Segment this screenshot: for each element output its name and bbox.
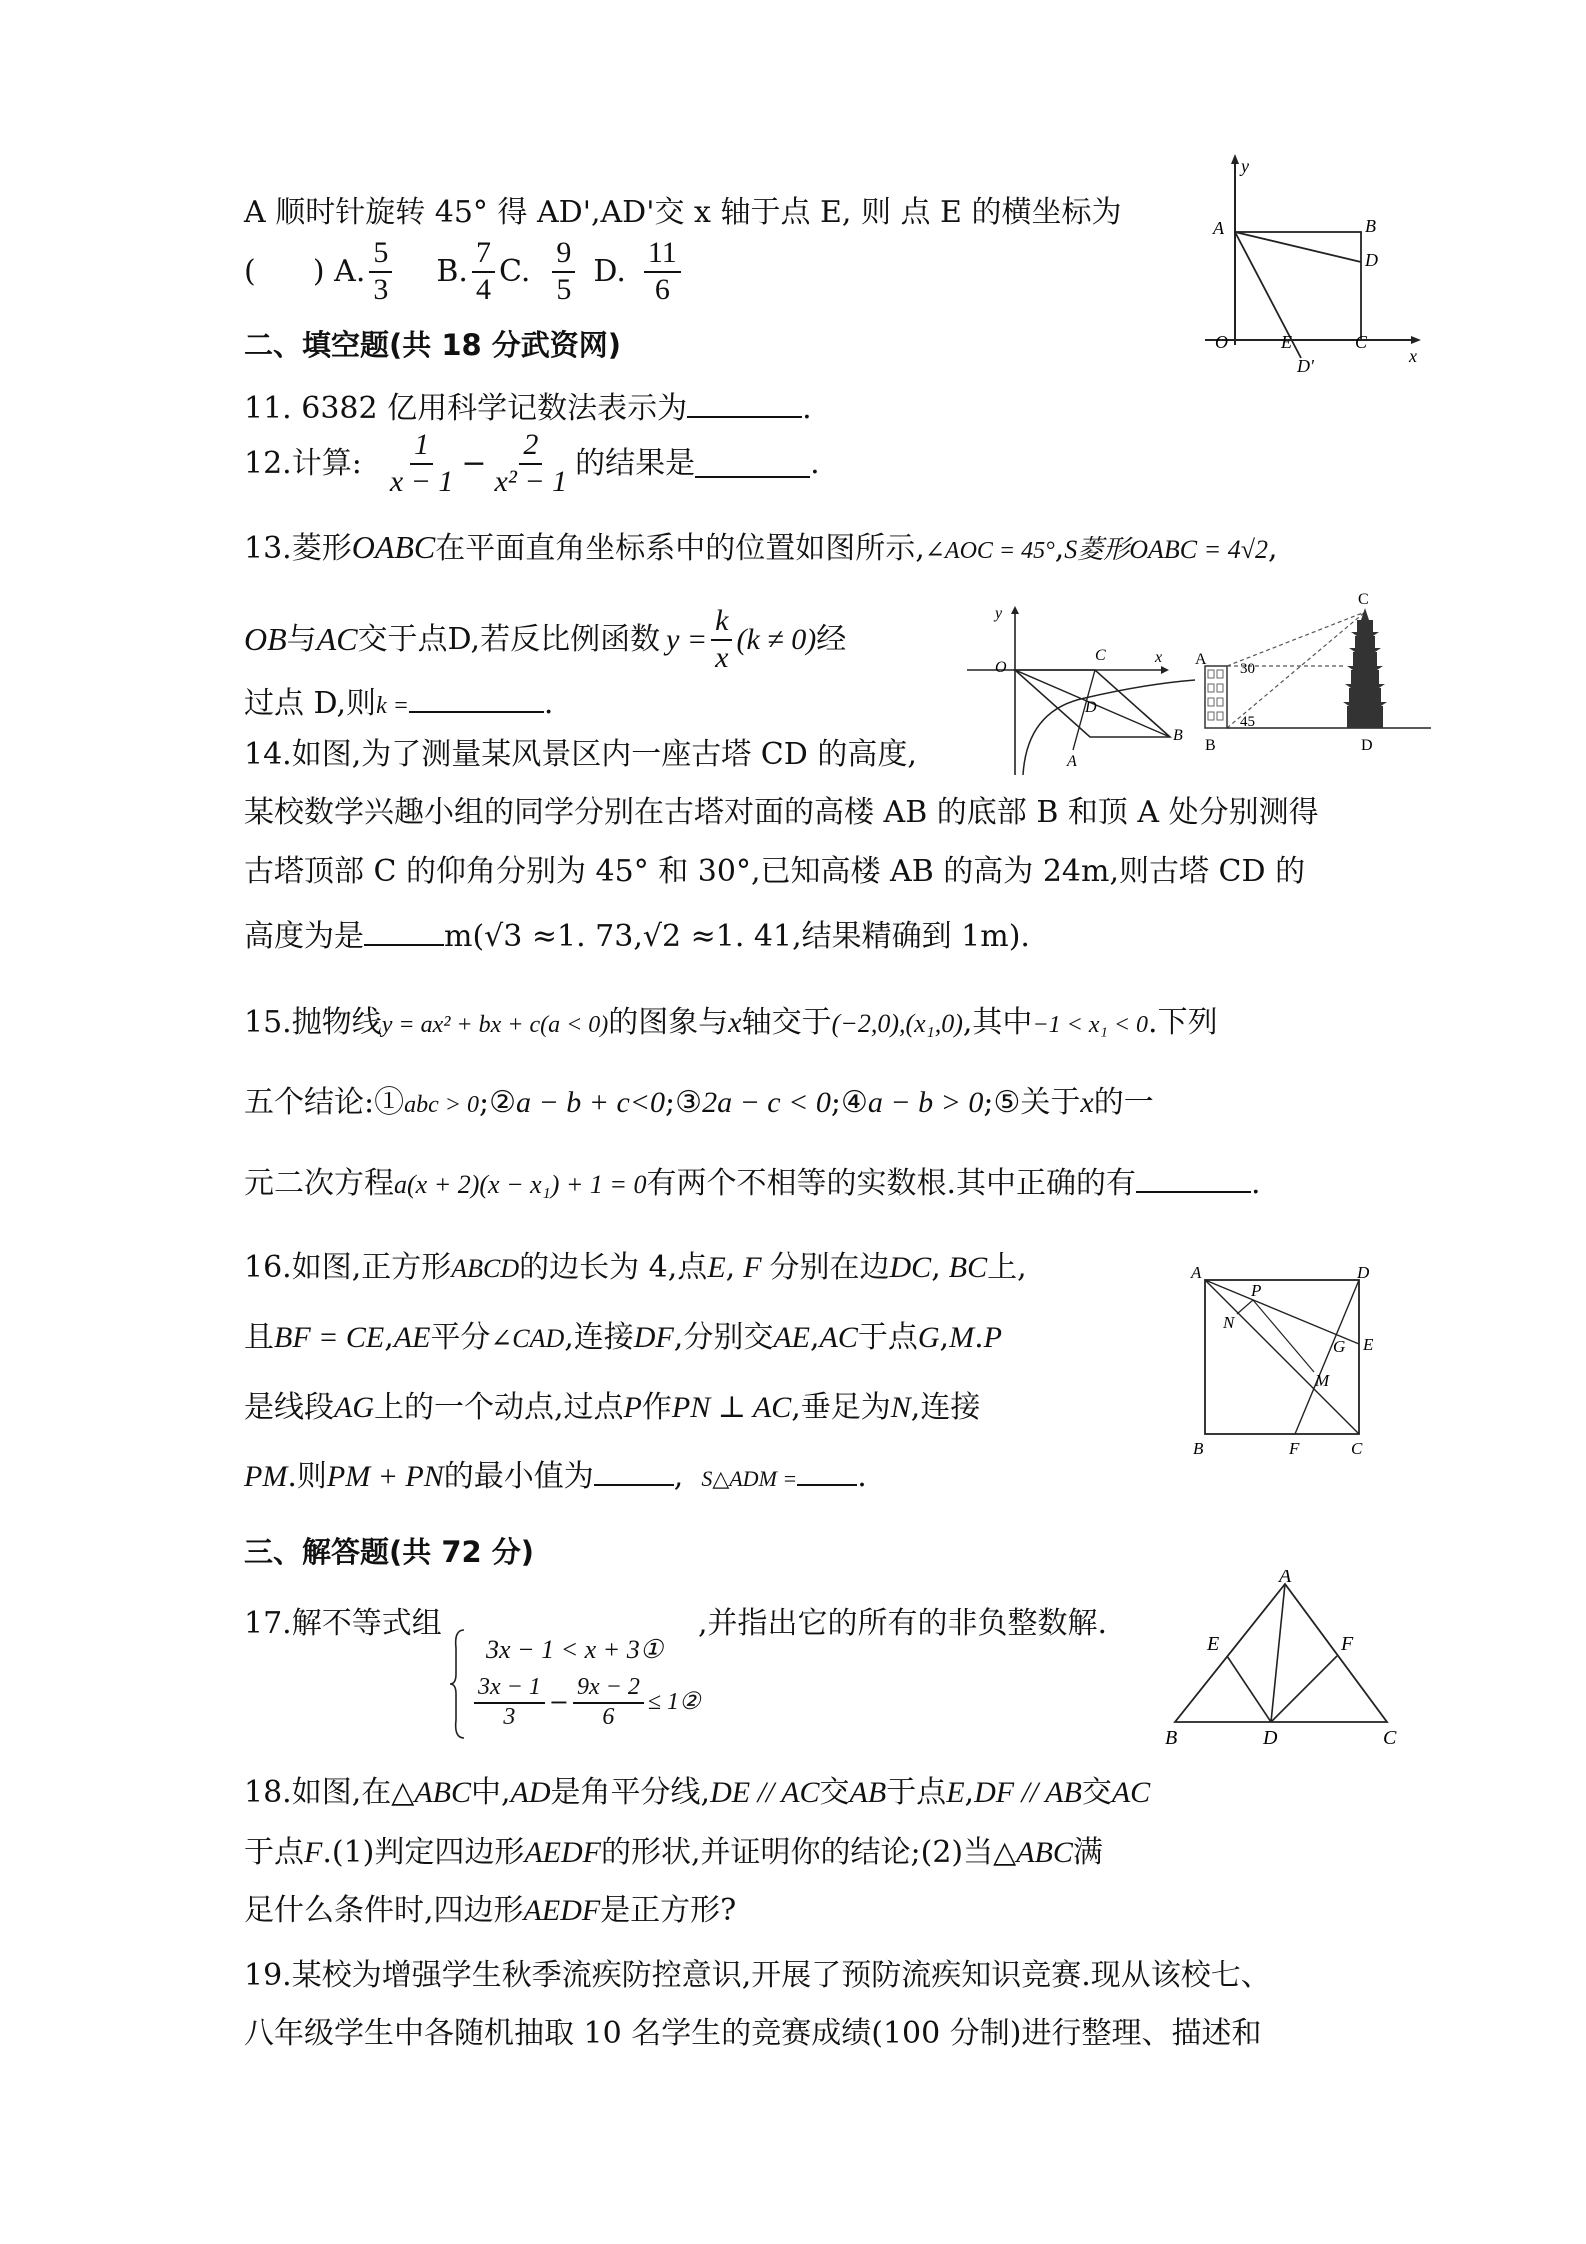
q11-blank[interactable] — [687, 390, 802, 418]
q10-fig-label-b: B — [1365, 216, 1376, 236]
q18-line3: 足什么条件时,四边形AEDF是正方形? — [244, 1893, 737, 1928]
q16-fig-label-g: G — [1333, 1337, 1346, 1356]
q16-blank2[interactable] — [797, 1458, 857, 1486]
q16-blank1[interactable] — [594, 1458, 674, 1486]
q13-fig-label-y: y — [995, 605, 1003, 622]
q16-fig-label-f: F — [1289, 1439, 1300, 1458]
q19-line1: 19.某校为增强学生秋季流疾防控意识,开展了预防流疾知识竞赛.现从该校七、 — [244, 1958, 1271, 1993]
q10-line1 — [244, 195, 1121, 231]
q16-line3: 是线段AG上的一个动点,过点P作PN ⊥ AC,垂足为N,连接 — [244, 1390, 981, 1425]
q14-fig-label-30: 30 — [1240, 661, 1255, 677]
section2-heading: 二、填空题(共 18 分武资网) — [244, 328, 622, 362]
q10-frac-a: $\frac{5}{3}$ — [369, 236, 392, 307]
q16-fig-label-p: P — [1251, 1281, 1262, 1300]
q14-line4: 高度为是 m(√3 ≈1. 73,√2 ≈1. 41,结果精确到 1m). — [244, 919, 1030, 954]
q13-figure — [965, 600, 1197, 788]
q14-line1: 14.如图,为了测量某风景区内一座古塔 CD 的高度, — [244, 737, 917, 772]
q18-fig-label-c: C — [1383, 1727, 1397, 1749]
q14-fig-label-45: 45 — [1240, 714, 1255, 730]
q10-paren: ( ) — [244, 253, 335, 289]
q10-figure — [1195, 150, 1425, 383]
q12-frac2: $\frac{2}{\text{x² − 1}}$ — [494, 428, 568, 498]
q13-line1: 13.菱形OABC在平面直角坐标系中的位置如图所示,∠AOC = 45°,S菱形OABC = 4√2, — [244, 529, 1278, 566]
q10-frac-d: $\frac{11}{6}$ — [644, 236, 681, 307]
q11: 11. 6382 亿用科学记数法表示为 . — [244, 391, 812, 426]
q13-fig-label-x: x — [1155, 649, 1163, 666]
q10-text: A 顺时针旋转 45° 得 AD',AD'交 x 轴于点 E, 则 点 E 的横坐标为 — [244, 195, 1122, 230]
q10-fig-label-dprime: D' — [1297, 356, 1314, 375]
q17-suffix: ,并指出它的所有的非负整数解. — [698, 1606, 1108, 1641]
q14-fig-label-b: B — [1205, 737, 1216, 754]
q13-fig-label-a: A — [1067, 753, 1077, 770]
q13-line2: OB 与 AC 交于点D,若反比例函数 y = $\frac{k}{x}$ (k ≠ 0) 经 — [244, 604, 847, 674]
q13-frac-kx: $\frac{k}{x}$ — [711, 604, 732, 675]
q15-blank[interactable] — [1136, 1165, 1251, 1193]
q16-fig-label-b: B — [1193, 1439, 1204, 1458]
q15-line2: 五个结论:①abc > 0;②a − b + c<0;③2a − c < 0;④a − b > 0;⑤关于x的一 — [244, 1085, 1154, 1120]
q19-line2: 八年级学生中各随机抽取 10 名学生的竞赛成绩(100 分制)进行整理、描述和 — [244, 2016, 1262, 2051]
q16-fig-label-d: D — [1357, 1263, 1370, 1282]
q10-opt-c: C. — [498, 253, 531, 289]
q16-line1: 16.如图,正方形ABCD的边长为 4,点E, F 分别在边DC, BC上, — [244, 1250, 1027, 1285]
q16-fig-label-n: N — [1223, 1313, 1235, 1332]
q13-fig-label-o: O — [995, 659, 1007, 676]
q12: 12.计算: $\frac{1}{x - 1}$ − $\frac{2}{\text{x² − 1}}$ 的结果是 . — [244, 428, 820, 498]
q10-fig-label-o: O — [1215, 332, 1228, 352]
q12-frac1: $\frac{1}{x - 1}$ — [389, 428, 454, 498]
q16-line2: 且BF = CE,AE平分∠CAD,连接DF,分别交AE,AC于点G,M.P — [244, 1320, 1002, 1355]
q17-prefix: 17.解不等式组 — [244, 1606, 442, 1641]
q14-fig-label-d: D — [1361, 737, 1373, 754]
q16-fig-label-a: A — [1191, 1263, 1202, 1282]
q13-blank[interactable] — [409, 685, 544, 713]
q18-line2: 于点F.(1)判定四边形AEDF的形状,并证明你的结论;(2)当△ABC满 — [244, 1835, 1103, 1870]
q10-fig-label-d: D — [1365, 250, 1378, 270]
q18-fig-label-f: F — [1341, 1633, 1354, 1655]
q12-blank[interactable] — [695, 450, 810, 478]
q18-line1: 18.如图,在△ABC中,AD是角平分线,DE // AC交AB于点E,DF // AB交AC — [244, 1775, 1151, 1810]
q14-line2: 某校数学兴趣小组的同学分别在古塔对面的高楼 AB 的底部 B 和顶 A 处分别测得 — [244, 795, 1319, 830]
q10-fig-label-e: E — [1281, 332, 1292, 352]
q10-frac-b: $\frac{7}{4}$ — [472, 236, 495, 307]
q14-fig-label-a: A — [1195, 651, 1207, 668]
section3-heading: 三、解答题(共 72 分) — [244, 1535, 535, 1569]
q10-options — [244, 236, 685, 307]
q17-ineq1: 3x − 1 < x + 3① — [486, 1635, 664, 1664]
q16-fig-label-e: E — [1363, 1335, 1374, 1354]
q13-line3: 过点 D,则k = . — [244, 686, 554, 721]
q12-prefix: 12.计算: — [244, 445, 362, 481]
q10-opt-d: D. — [593, 253, 626, 289]
q10-opt-a: A. — [334, 253, 366, 289]
q14-figure — [1195, 590, 1435, 773]
q18-fig-label-d: D — [1263, 1727, 1278, 1749]
q10-fig-label-y: y — [1241, 156, 1249, 176]
q13-fig-label-d: D — [1085, 699, 1097, 716]
q16-fig-label-c: C — [1351, 1439, 1363, 1458]
q16-figure — [1185, 1262, 1375, 1470]
q15-line1: 15.抛物线y = ax² + bx + c(a < 0)的图象与x轴交于(−2,0),(x₁,0),其中−1 < x₁ < 0.下列 — [244, 1005, 1218, 1040]
q14-fig-label-c: C — [1358, 591, 1369, 608]
q17-ineq2: $\frac{3x - 1}{3}$ − $\frac{9x - 2}{6}$ ≤ 1② — [470, 1674, 701, 1731]
q18-fig-label-b: B — [1165, 1727, 1178, 1749]
q18-figure — [1165, 1570, 1405, 1758]
q18-fig-label-a: A — [1279, 1570, 1292, 1587]
q12-suffix: 的结果是 — [575, 445, 696, 481]
q13-fig-label-c: C — [1095, 647, 1106, 664]
q10-fig-label-a: A — [1213, 218, 1224, 238]
q17-brace — [448, 1628, 468, 1748]
q10-frac-c: $\frac{9}{5}$ — [552, 236, 575, 307]
q13-fig-label-b: B — [1173, 727, 1183, 744]
q10-fig-label-x: x — [1409, 346, 1417, 366]
q14-line3: 古塔顶部 C 的仰角分别为 45° 和 30°,已知高楼 AB 的高为 24m,则古塔 CD 的 — [244, 854, 1306, 889]
q18-fig-label-e: E — [1207, 1633, 1220, 1655]
q10-fig-label-c: C — [1355, 332, 1368, 352]
q11-text: 11. 6382 亿用科学记数法表示为 — [244, 391, 688, 426]
q14-blank[interactable] — [364, 918, 444, 946]
q16-fig-label-m: M — [1315, 1371, 1330, 1390]
q10-opt-b: B. — [436, 253, 468, 289]
q15-line3: 元二次方程a(x + 2)(x − x₁) + 1 = 0有两个不相等的实数根.其中正确的有 . — [244, 1166, 1261, 1201]
q16-line4: PM.则PM + PN的最小值为 , S△ADM = . — [244, 1459, 867, 1494]
